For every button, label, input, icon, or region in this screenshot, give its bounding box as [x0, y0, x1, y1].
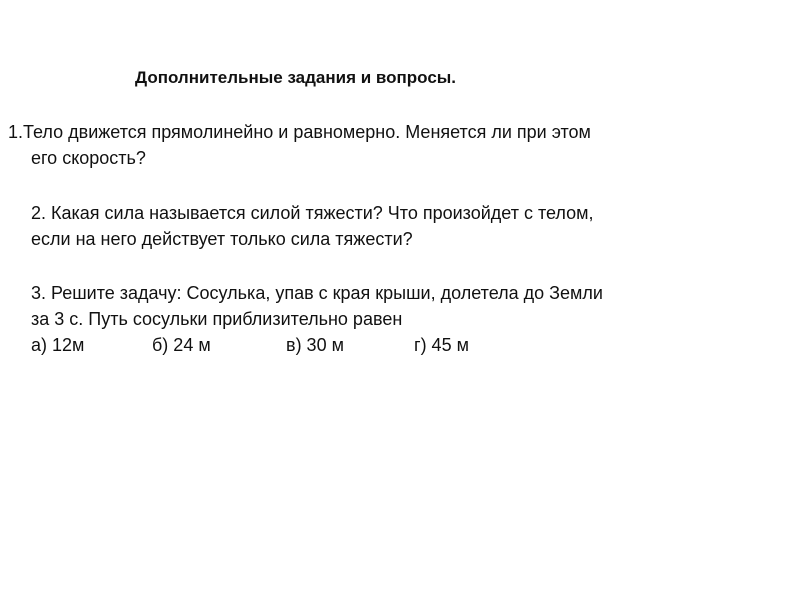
page-title: Дополнительные задания и вопросы. [135, 68, 457, 87]
answer-option-c: в) 30 м [286, 335, 344, 355]
answer-option-a: а) 12м [31, 335, 85, 355]
answer-option-b: б) 24 м [152, 335, 211, 355]
question-2-line-2: если на него действует только сила тяжести? [31, 229, 413, 249]
question-3-line-2: за 3 с. Путь сосульки приблизительно равен [31, 309, 403, 329]
answer-option-d: г) 45 м [414, 335, 469, 355]
question-1-line-2: его скорость? [31, 148, 146, 168]
question-1-line-1: 1.Тело движется прямолинейно и равномерно. Меняется ли при этом [8, 122, 591, 142]
question-3-line-1: 3. Решите задачу: Сосулька, упав с края крыши, долетела до Земли [31, 283, 603, 303]
question-2-line-1: 2. Какая сила называется силой тяжести? Что произойдет с телом, [31, 203, 594, 223]
